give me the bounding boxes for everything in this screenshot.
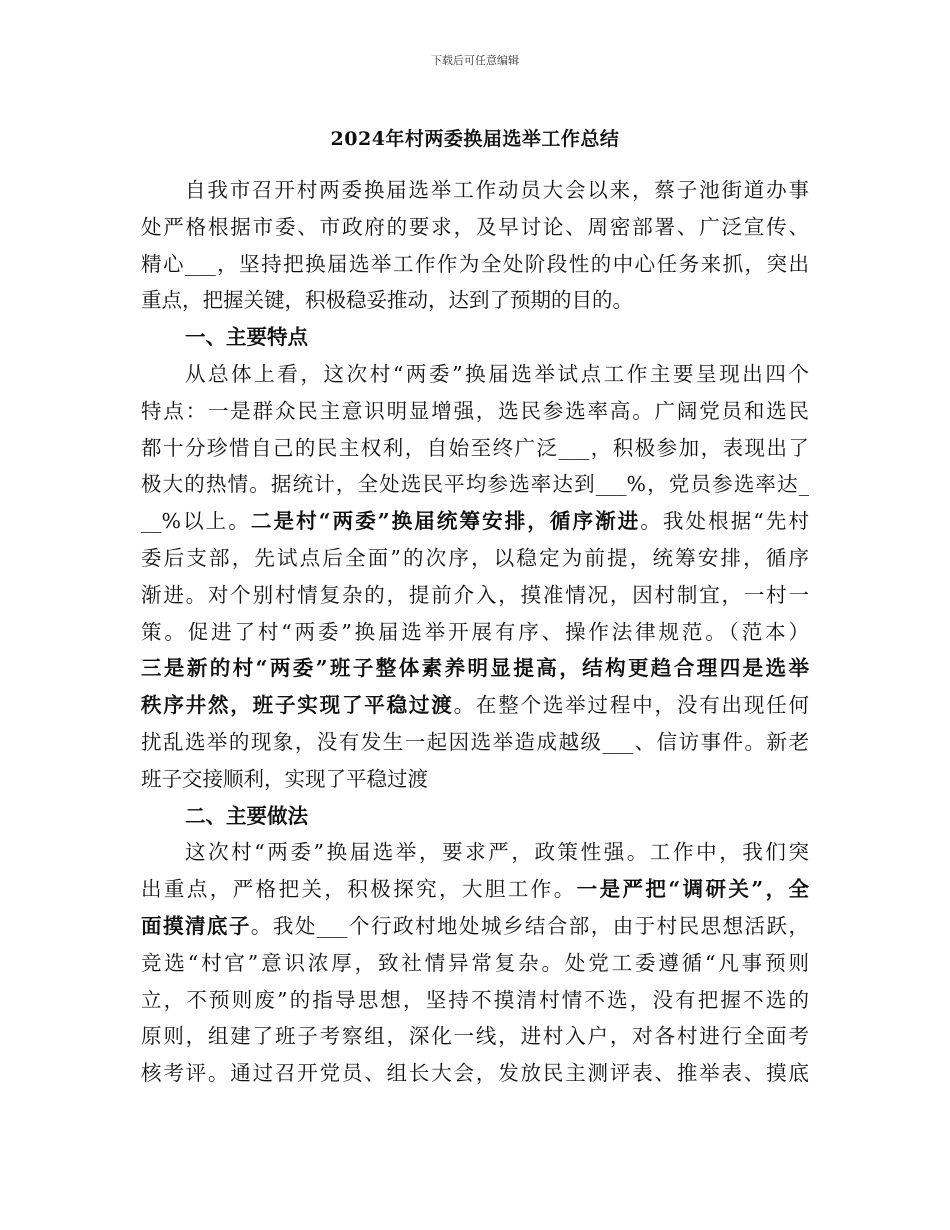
body-line: 自我市召开村两委换届选举工作动员大会以来，蔡子池街道办事 — [185, 178, 809, 202]
text-run: 。我处根据“先村 — [640, 509, 809, 534]
body-line: 委后支部，先试点后全面”的次序，以稳定为前提，统筹安排，循序 — [141, 545, 809, 570]
body-line: 竞选“村官”意识浓厚，致社情异常复杂。处党工委遵循“凡事预则 — [141, 950, 809, 975]
text-run: 。我处___个行政村地处城乡结合部，由于村民思想活跃， — [250, 913, 810, 938]
bold-text-run: 二是村“两委”换届统筹安排，循序渐进 — [250, 509, 641, 534]
body-line — [141, 908, 809, 945]
text-run: __%以上。 — [141, 509, 251, 534]
body-line — [141, 687, 809, 724]
body-line: 从总体上看，这次村“两委”换届选举试点工作主要呈现出四个 — [185, 361, 809, 386]
section-heading: 一、主要特点 — [185, 325, 308, 350]
bold-body-line: 三是新的村“两委”班子整体素养明显提高，结构更趋合理四是选举 — [141, 656, 809, 681]
bold-text-run: 秩序井然，班子实现了平稳过渡 — [141, 693, 454, 718]
body-line: 这次村“两委”换届选举，要求严，政策性强。工作中，我们突 — [185, 840, 809, 865]
body-line: 扰乱选举的现象，没有发生一起因选举造成越级___、信访事件。新老 — [141, 729, 809, 754]
body-line: 立，不预则废”的指导思想，坚持不摸清村情不选，没有把握不选的 — [141, 987, 809, 1012]
body-line: 极大的热情。据统计，全处选民平均参选率达到___%，党员参选率达_ — [141, 472, 809, 497]
header-note: 下载后可任意编辑 — [431, 54, 519, 67]
section-heading: 二、主要做法 — [185, 803, 308, 828]
document-body — [141, 172, 809, 1092]
bold-text-run: 一是严把“调研关”，全 — [576, 877, 810, 902]
body-line: 策。促进了村“两委”换届选举开展有序、操作法律规范。（范本） — [141, 619, 809, 644]
text-run: 出重点，严格把关，积极探究，大胆工作。 — [141, 877, 577, 902]
body-line: 重点，把握关键，积极稳妥推动，达到了预期的目的。 — [141, 288, 633, 313]
body-line: 精心___，坚持把换届选举工作作为全处阶段性的中心任务来抓，突出 — [141, 251, 809, 276]
body-line: 原则，组建了班子考察组，深化一线，进村入户，对各村进行全面考 — [141, 1024, 809, 1049]
body-line — [141, 503, 809, 540]
body-line: 特点：一是群众民主意识明显增强，选民参选率高。广阔党员和选民 — [141, 398, 809, 423]
body-line: 处严格根据市委、市政府的要求，及早讨论、周密部署、广泛宣传、 — [141, 214, 809, 239]
body-line: 都十分珍惜自己的民主权利，自始至终广泛___，积极参加，表现出了 — [141, 435, 809, 460]
text-run: 。在整个选举过程中，没有出现任何 — [453, 693, 810, 718]
bold-text-run: 面摸清底子 — [141, 913, 251, 938]
body-line: 核考评。通过召开党员、组长大会，发放民主测评表、推举表、摸底 — [141, 1061, 809, 1086]
body-line: 渐进。对个别村情复杂的，提前介入，摸准情况，因村制宜，一村一 — [141, 582, 809, 607]
document-title: 2024年村两委换届选举工作总结 — [330, 128, 620, 150]
body-line — [141, 871, 809, 908]
body-line: 班子交接顺利，实现了平稳过渡 — [141, 766, 428, 791]
